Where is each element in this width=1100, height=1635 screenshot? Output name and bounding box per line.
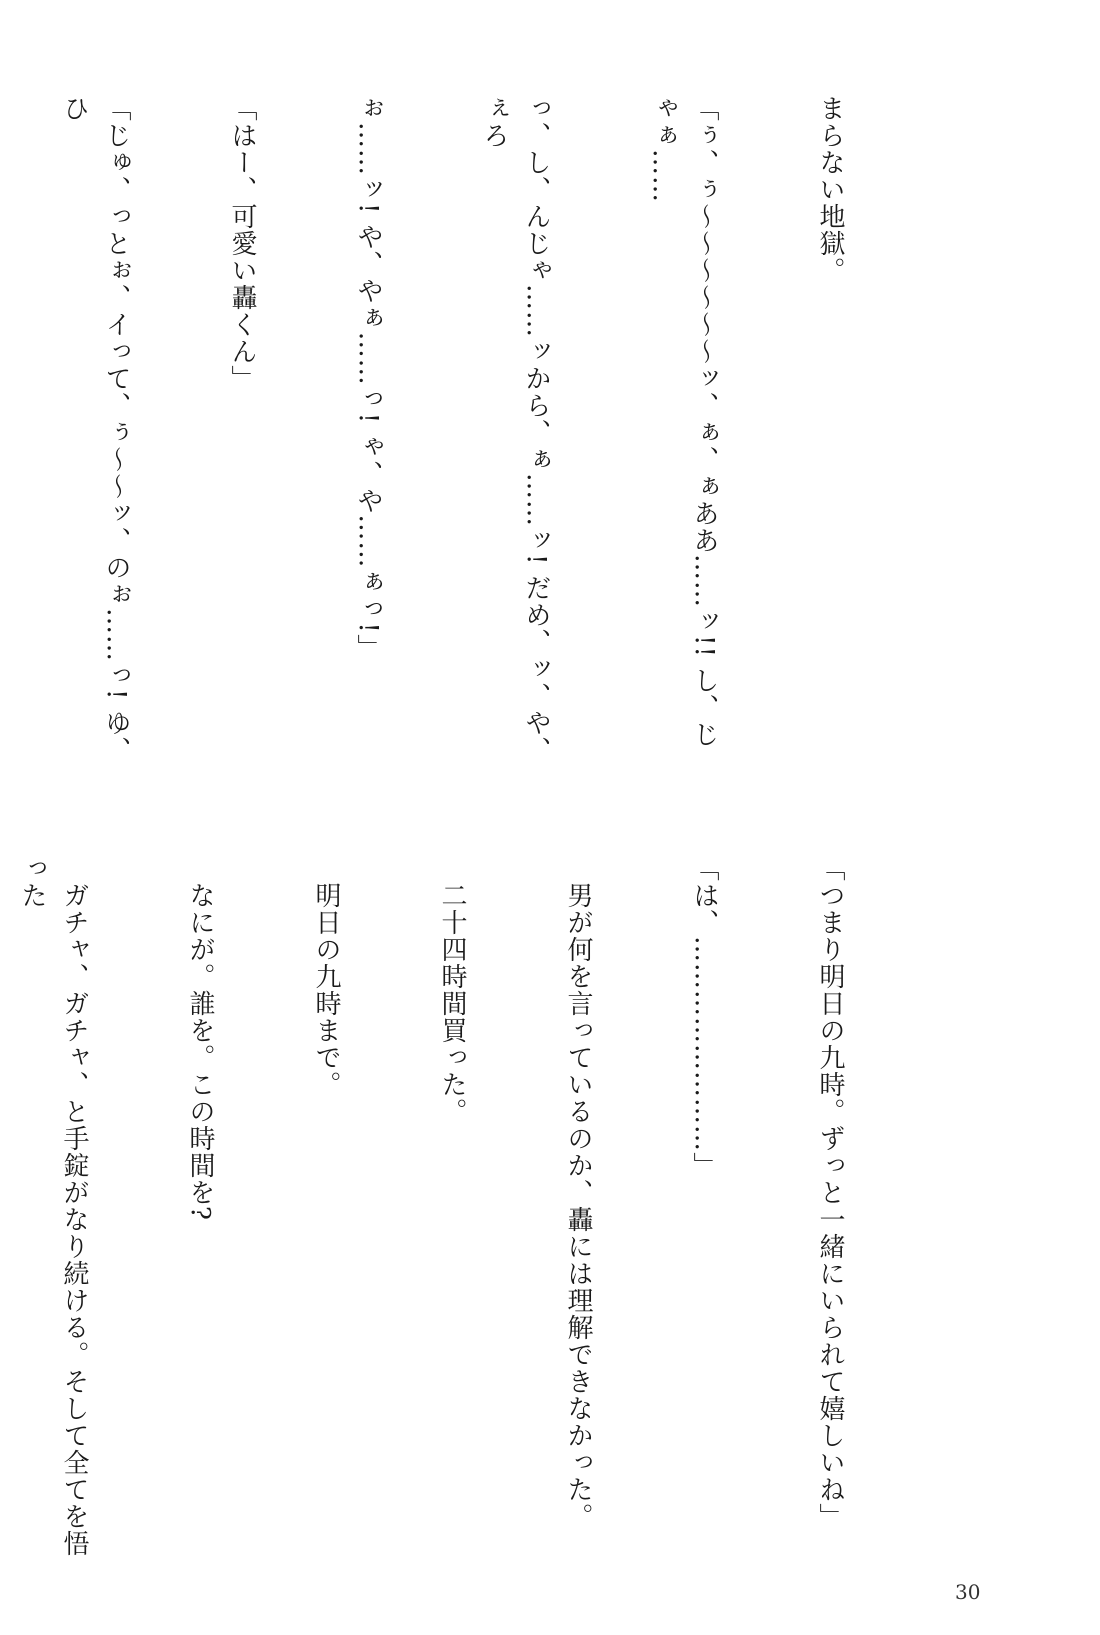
text-line: っ、し、んじゃ……ッから、ぁ……ッ! だめ、ッ、や、ぇろ — [479, 95, 551, 764]
text-line: 「つまり明日の九時。ずっと一緒にいられて嬉しいね」 — [815, 855, 845, 1530]
page-number: 30 — [955, 1580, 981, 1604]
text-line: ガチャ、ガチャ、と手錠がなり続ける。そして全てを悟った — [17, 855, 89, 1557]
text-line: 「はー、可愛い轟くん」 — [227, 95, 257, 392]
text-line: 「じゅ、っとぉ、イって、ぅ〜〜ッ、のぉ……っ! ゆ、ひ — [59, 95, 131, 764]
text-line: 男が何を言っているのか、轟には理解できなかった。 — [563, 855, 593, 1530]
text-line: 明日の九時まで。 — [311, 855, 341, 1098]
upper-text-block — [59, 95, 935, 775]
text-line: ぉ……ッ! や、やぁ……っ! ゃ、や……ぁっ!」 — [353, 95, 383, 661]
text-line: 「は、……………………」 — [689, 855, 719, 1179]
lower-text-block — [17, 855, 935, 1560]
text-line: なにが。誰を。この時間を? — [185, 855, 215, 1221]
text-line: まらない地獄。 — [815, 95, 845, 284]
text-line: 「ぅ、ぅ〜〜〜〜〜〜ッ、ぁ、ぁああ……ッ!! し、じゃぁ…… — [647, 95, 719, 749]
text-line: 二十四時間買った。 — [437, 855, 467, 1125]
